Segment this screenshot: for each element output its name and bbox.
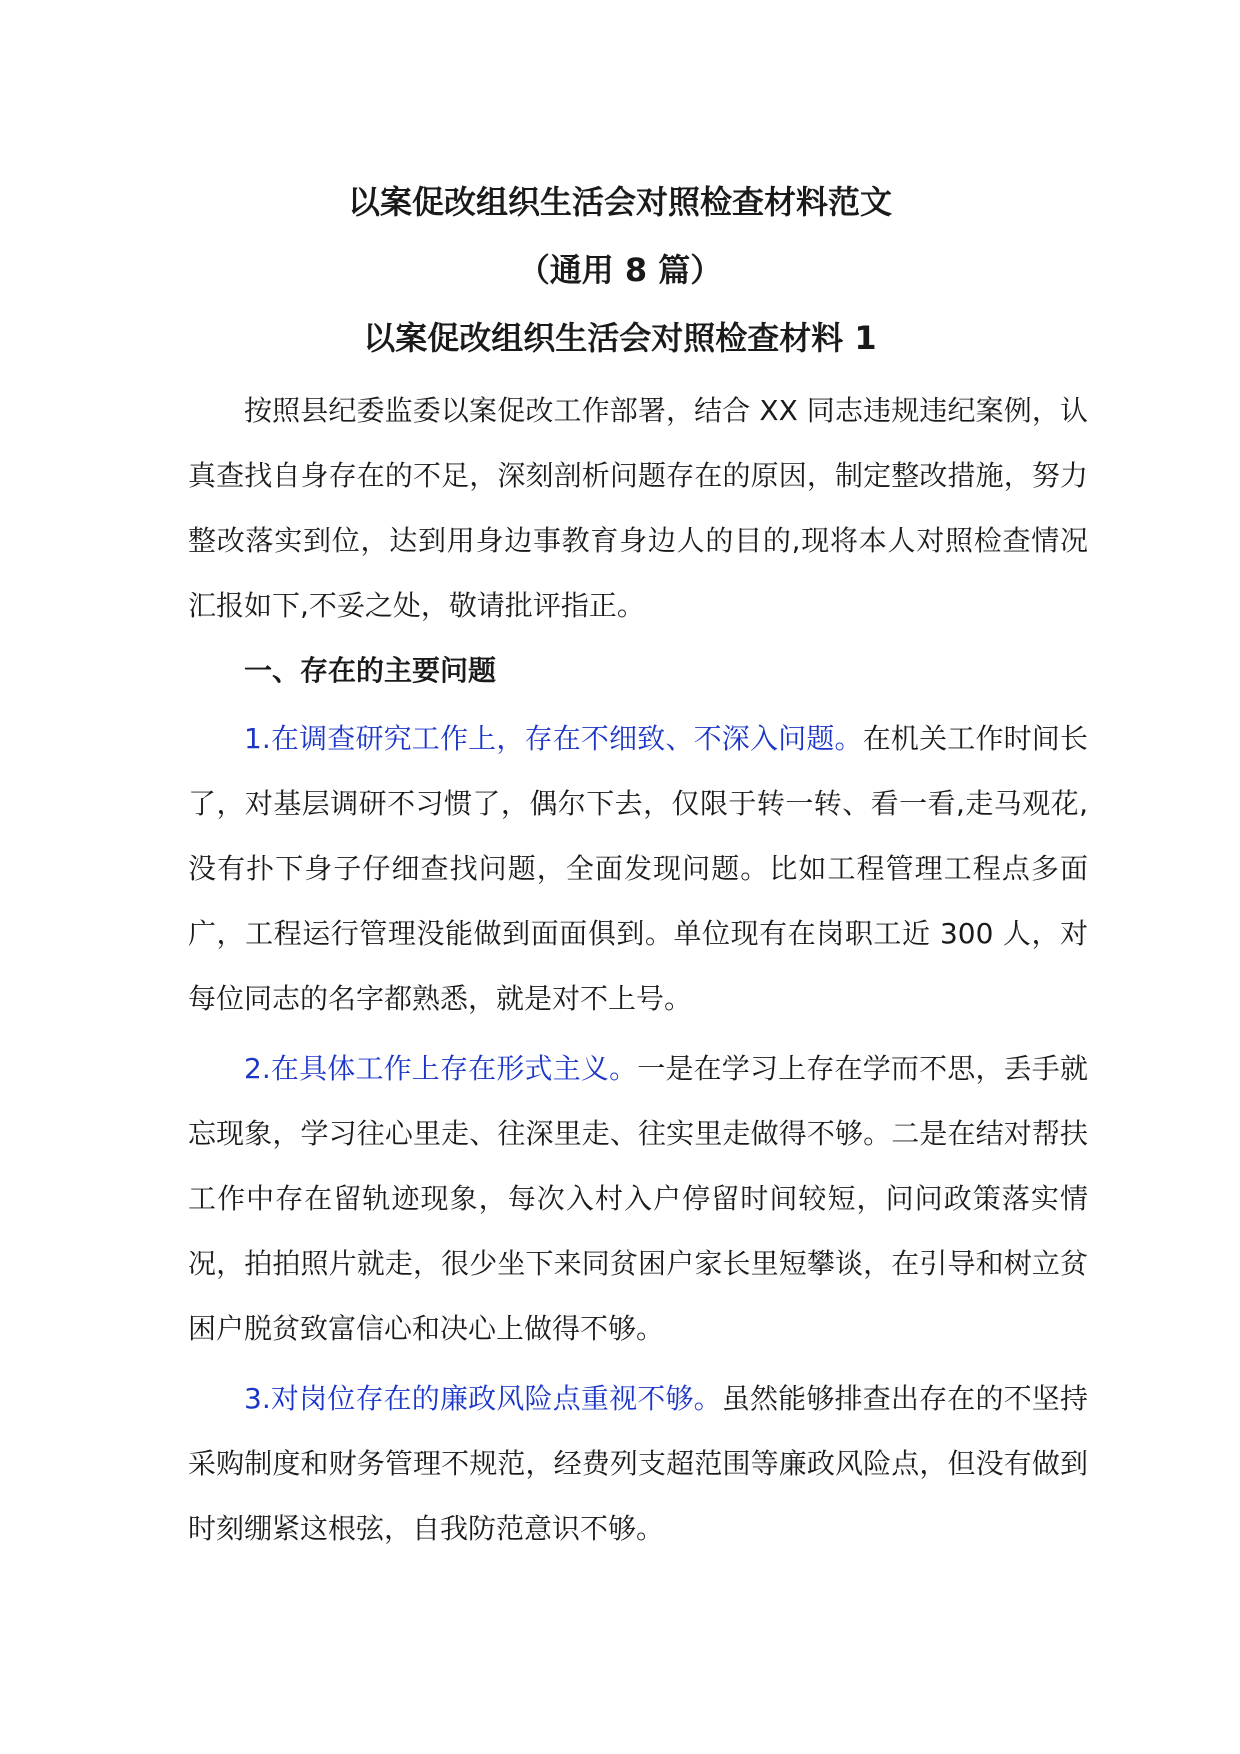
section-heading: 一、存在的主要问题	[244, 654, 497, 687]
problem-item-1-lead: 1.在调查研究工作上，存在不细致、不深入问题。	[244, 722, 863, 755]
problem-item-3-lead: 3.对岗位存在的廉政风险点重视不够。	[244, 1382, 722, 1415]
problem-item-3-text: 虽然能够排查出存在的不坚持采购制度和财务管理不规范，经费列支超范围等廉政风险点，但没有做到时刻绷紧这根弦，自我防范意识不够。	[188, 1382, 1088, 1545]
document-title-subtitle: （通用 8 篇）	[517, 251, 723, 289]
problem-item-2-lead: 2.在具体工作上存在形式主义。	[244, 1052, 638, 1085]
document-title: 以案促改组织生活会对照检查材料范文	[347, 183, 892, 221]
problem-item-2-text: 一是在学习上存在学而不思，丢手就忘现象，学习往心里走、往深里走、往实里走做得不够。二是在结对帮扶工作中存在留轨迹现象，每次入村入户停留时间较短，问问政策落实情况，拍拍照片就走，很少坐下来同贫困户家长里短攀谈，在引导和树立贫困户脱贫致富信心和决心上做得不够。	[188, 1052, 1088, 1345]
problem-item-1	[188, 706, 1088, 1031]
section-title: 以案促改组织生活会对照检查材料 1	[363, 319, 877, 357]
intro-paragraph: 按照县纪委监委以案促改工作部署，结合 XX 同志违规违纪案例，认真查找自身存在的不足，深刻剖析问题存在的原因，制定整改措施，努力整改落实到位，达到用身边事教育身边人的目的,现将本人对照检查情况汇报如下,不妥之处，敬请批评指正。	[188, 394, 1088, 622]
problem-item-1-text: 在机关工作时间长了，对基层调研不习惯了，偶尔下去，仅限于转一转、看一看,走马观花,没有扑下身子仔细查找问题，全面发现问题。比如工程管理工程点多面广，工程运行管理没能做到面面俱到。单位现有在岗职工近 300 人，对每位同志的名字都熟悉，就是对不上号。	[188, 722, 1088, 1015]
problem-item-3	[188, 1366, 1088, 1561]
problem-item-2	[188, 1036, 1088, 1361]
